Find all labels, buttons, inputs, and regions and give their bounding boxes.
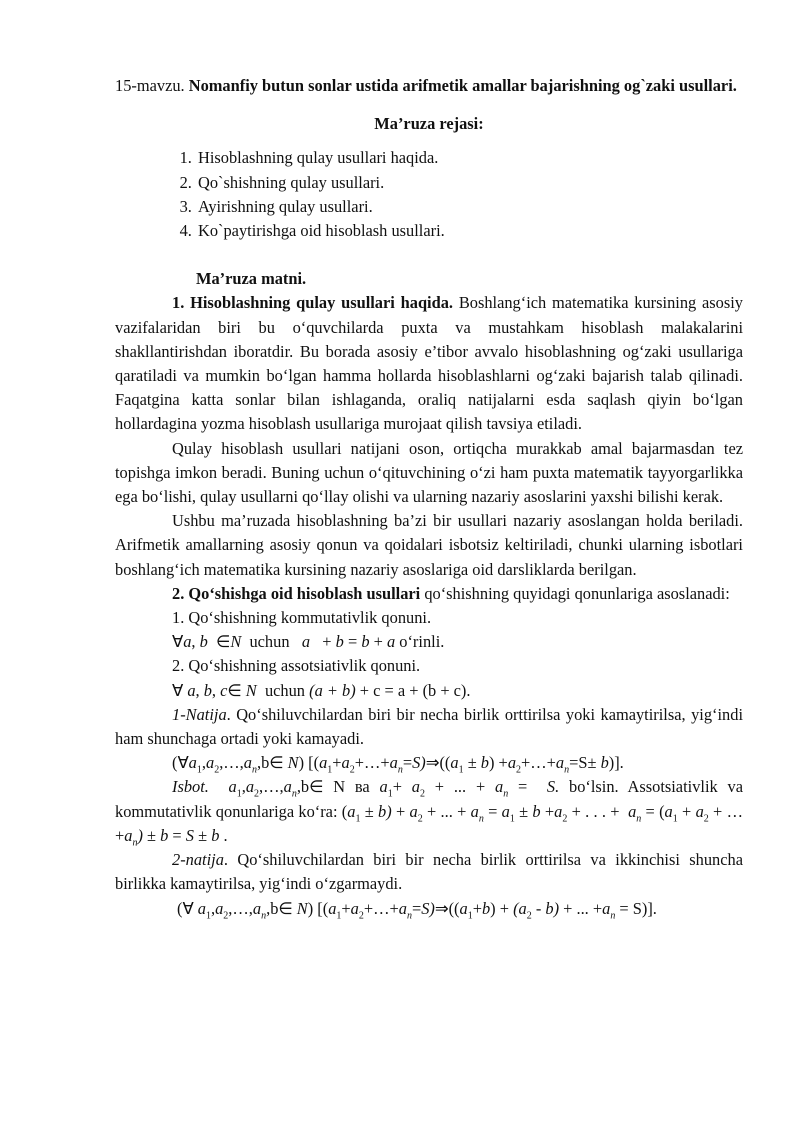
- law-1-title: 1. Qo‘shishning kommutativlik qonuni.: [172, 608, 432, 628]
- corollary-2-formula: (∀ $a_1,a_2,\dots,a_n,b\in$ N) [$(a_1+a_2+\dots+a_n=S)\Rightarrow((a_1+b) + (a_2 - b)$ + ... $+a_n = S$)].: [177, 898, 657, 921]
- corollary-2: 2-natija. Qo‘shiluvchilardan biri bir necha birlik orttirilsa va ikkinchisi shuncha birlikka kamaytirilsa, yig‘indi o‘zgarmaydi.: [115, 850, 743, 894]
- paragraph-4: 2. Qo‘shishga oid hisoblash usullari qo‘shishning quyidagi qonunlariga asoslanadi:: [172, 583, 730, 603]
- section-1-heading: 1. Hisoblashning qulay usullari haqida.: [172, 293, 454, 313]
- law-2-formula: ∀ a, b, c∈ N uchun (a + b) + c = a + (b + c).: [172, 680, 471, 700]
- plan-item: 1. Hisoblashning qulay usullari haqida.: [196, 146, 743, 170]
- topic-heading: Nomanfiy butun sonlar ustida arifmetik amallar bajarishning og`zaki usullari.: [188, 76, 737, 95]
- paragraph-2: Qulay hisoblash usullari natijani oson, ortiqcha murakkab amal bajarmasdan tez topishga imkon beradi. Buning uchun o‘qituvchining o‘zi ham puxta matematik tayyorgarlikka ega bo‘lishi, qulay usullarni qo‘llay olishi va ularning nazariy asoslarini yaxshi bilishi kerak.: [115, 438, 743, 507]
- plan-item: 2. Qo`shishning qulay usullari.: [196, 171, 743, 195]
- corollary-1-formula: ($\forall a_1,a_2,\dots,a_n,b\in$ N) [$(a_1+a_2+\dots+a_n=S)\Rightarrow((a_1 \pm b)$ $+a_2+\dots+a_n=S\pm b$)].: [172, 753, 624, 776]
- topic-number: 15-mavzu.: [115, 76, 185, 95]
- text-heading: Ma’ruza matni.: [196, 269, 307, 289]
- plan-item: 3. Ayirishning qulay usullari.: [196, 195, 743, 219]
- plan-item: 4. Ko`paytirishga oid hisoblash usullari.: [196, 219, 743, 243]
- paragraph-3: Ushbu ma’ruzada hisoblashning ba’zi bir usullari nazariy asoslangan holda beriladi. Arifmetik amallarning asosiy qonun va qoidalari isbotsiz keltiriladi, chunki ularning isbotlari boshlang‘ich matematika kursining nazariy asoslariga oid darsliklarda berilgan.: [115, 511, 743, 579]
- plan-list: [115, 146, 743, 243]
- law-2-title: 2. Qo‘shishning assotsiativlik qonuni.: [172, 656, 421, 676]
- document-page: [115, 74, 743, 921]
- plan-heading: Ma’ruza rejasi:: [374, 114, 484, 134]
- proof: Isbot. $a_1,a_2,\dots,a_n,b\in$ N ва $a_1+ a_2$ + ... + $a_n = S$. bo‘lsin. Assotsiativlik va kommutativlik qonunlariga ko‘ra: $(a_1 \pm b) + a_2$ + ... + $a_n = a_1 \pm b +a_2$ + . . . + $a_n = (a_1 + a_2$ + … $+a_n) \pm b = S \pm b$ .: [115, 777, 743, 849]
- law-1-formula: ∀a, b ∈N uchun a + b = b + a o‘rinli.: [172, 632, 445, 652]
- topic-title: [115, 74, 743, 98]
- corollary-1: 1-Natija. Qo‘shiluvchilardan biri bir necha birlik orttirilsa yoki kamaytirilsa, yig‘indi ham shunchaga ortadi yoki kamayadi.: [115, 704, 743, 749]
- paragraph-1: 1. Hisoblashning qulay usullari haqida. Boshlang‘ich matematika kursining asosiy vazifalaridan biri bu o‘quvchilarda puxta va mustahkam hisoblash malakalarini shakllantirishdan iboratdir. Bu borada asosiy e’tibor avvalo hisoblashning og‘zaki usullariga qaratiladi va mumkin bo‘lgan hamma hollarda hisoblashlarni og‘zaki bajarish talab qilinadi. Faqatgina katta sonlar bilan ishlaganda, oraliq natijalarni esda saqlash qiyin bo‘lgan hollardagina yozma hisoblash usullariga murojaat qilish tavsiya etiladi.: [115, 293, 743, 434]
- section-2-heading: 2. Qo‘shishga oid hisoblash usullari: [172, 583, 421, 603]
